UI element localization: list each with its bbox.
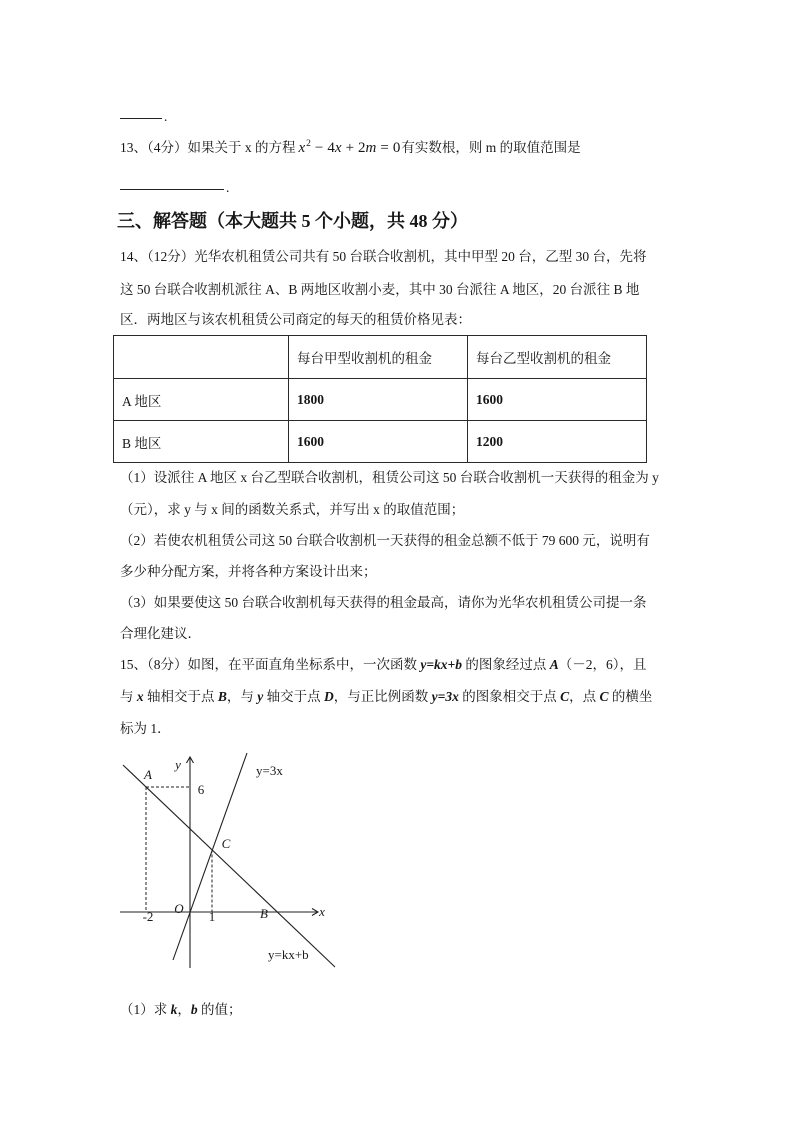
q14-sub2-line: （2）若使农机租赁公司这 50 台联合收割机一天获得的租金总额不低于 79 600 元，说明有 [120, 533, 650, 548]
point-a-label: A [144, 767, 152, 782]
table-corner-cell [114, 336, 289, 379]
q14-sub1-line: （1）设派往 A 地区 x 台乙型联合收割机，租赁公司这 50 台联合收割机一天获得的租金为 y [120, 470, 659, 485]
q13-answer-line [120, 176, 229, 196]
q14-line: 这 50 台联合收割机派往 A、B 两地区收割小麦，其中 30 台派往 A 地区，20 台派往 B 地 [120, 282, 640, 297]
point-c-label: C [221, 836, 231, 851]
q15-text: 的图象相交于点 [458, 689, 561, 704]
q15-math: y=kx+b [420, 657, 463, 672]
q15-math: y [257, 689, 264, 704]
q15-line-2 [120, 687, 652, 707]
q15-math: y=3x [431, 689, 459, 704]
line-y-3x [173, 753, 247, 960]
q13-equation [299, 140, 401, 156]
tick-label-x-1: 1 [208, 909, 216, 924]
q15-line-3: 标为 1． [120, 721, 171, 736]
q15-math: b [190, 1002, 198, 1017]
q15-text: 轴交于点 [263, 689, 325, 704]
q14-line: 区．两地区与该农机租赁公司商定的每天的租赁价格见表： [120, 312, 471, 327]
answer-blank [120, 105, 162, 119]
table-cell: 1600 [289, 421, 468, 463]
table-header-row [114, 336, 647, 379]
eq-var-x: x [298, 140, 306, 156]
q15-text: 的横坐 [608, 689, 653, 704]
blank-period: . [164, 109, 168, 124]
line-3x-label: y=3x [256, 763, 283, 778]
eq-var-x: x [334, 140, 342, 156]
q15-text: 轴相交于点 [143, 689, 218, 704]
q15-math: D [324, 689, 334, 704]
line-y-kx-b [123, 765, 335, 967]
table-cell: 1800 [289, 379, 468, 421]
q15-text: 的图象经过点 [462, 657, 550, 672]
section-heading: 三、解答题（本大题共 5 个小题，共 48 分） [117, 211, 468, 231]
q14-sub2-line: 多少种分配方案，并将各种方案设计出来； [120, 564, 377, 579]
q14-line: 14、（12分）光华农机租赁公司共有 50 台联合收割机，其中甲型 20 台，乙型 30 台，先将 [120, 249, 647, 264]
q15-math: C [599, 689, 609, 704]
y-axis-label: y [175, 757, 181, 772]
top-answer-line [120, 105, 167, 125]
table-header-cell: 每台乙型收割机的租金 [468, 336, 647, 379]
q15-math: k [170, 1002, 178, 1017]
table-region-cell: A 地区 [114, 379, 289, 421]
q14-sub1-line: （元），求 y 与 x 间的函数关系式，并写出 x 的取值范围； [120, 502, 465, 517]
q15-math: x [136, 689, 144, 704]
q15-text: ，与正比例函数 [333, 689, 432, 704]
tick-label-y-6: 6 [197, 782, 205, 797]
eq-coef-2: 2 [358, 140, 366, 156]
eq-equals: = [380, 140, 389, 156]
rental-price-table [113, 335, 647, 463]
point-b-label: B [260, 906, 268, 921]
q15-sub1-line [120, 1000, 242, 1020]
q15-math: B [217, 689, 227, 704]
line-kx-b-label: y=kx+b [268, 947, 309, 962]
eq-coef-4: 4 [327, 140, 335, 156]
answer-blank [120, 176, 224, 190]
q15-text: （1）求 [120, 1002, 171, 1017]
tick-label-x-neg2: -2 [142, 909, 154, 924]
table-header-cell: 每台甲型收割机的租金 [289, 336, 468, 379]
q15-text: 15、（8分）如图，在平面直角坐标系中，一次函数 [120, 657, 421, 672]
table-cell: 1200 [468, 421, 647, 463]
q15-text: ， [177, 1002, 191, 1017]
q15-text: ，与 [226, 689, 258, 704]
q15-math: C [560, 689, 570, 704]
q13-suffix: 有实数根，则 m 的取值范围是 [401, 140, 581, 155]
q15-line-1 [120, 655, 647, 675]
q15-text: ，点 [569, 689, 600, 704]
table-row [114, 379, 647, 421]
blank-period: . [226, 180, 230, 195]
eq-minus: − [314, 140, 324, 156]
q13-prefix: 13、（4分）如果关于 x 的方程 [120, 140, 296, 155]
question-13 [120, 138, 581, 158]
q15-text: 与 [120, 689, 137, 704]
table-row [114, 421, 647, 463]
q14-sub3-line: 合理化建议． [120, 626, 201, 641]
q14-sub3-line: （3）如果要使这 50 台联合收割机每天获得的租金最高，请你为光华农机租赁公司提一条 [120, 595, 647, 610]
origin-label: O [174, 901, 184, 916]
q15-text: 的值； [197, 1002, 242, 1017]
coordinate-figure [110, 748, 350, 978]
q15-text: （－2，6），且 [558, 657, 647, 672]
x-axis-label: x [319, 904, 325, 919]
table-cell: 1600 [468, 379, 647, 421]
eq-exponent: 2 [306, 139, 311, 149]
eq-plus: + [345, 140, 355, 156]
eq-var-m: m [365, 140, 377, 156]
eq-rhs: 0 [392, 140, 401, 156]
q15-math: A [549, 657, 559, 672]
table-region-cell: B 地区 [114, 421, 289, 463]
